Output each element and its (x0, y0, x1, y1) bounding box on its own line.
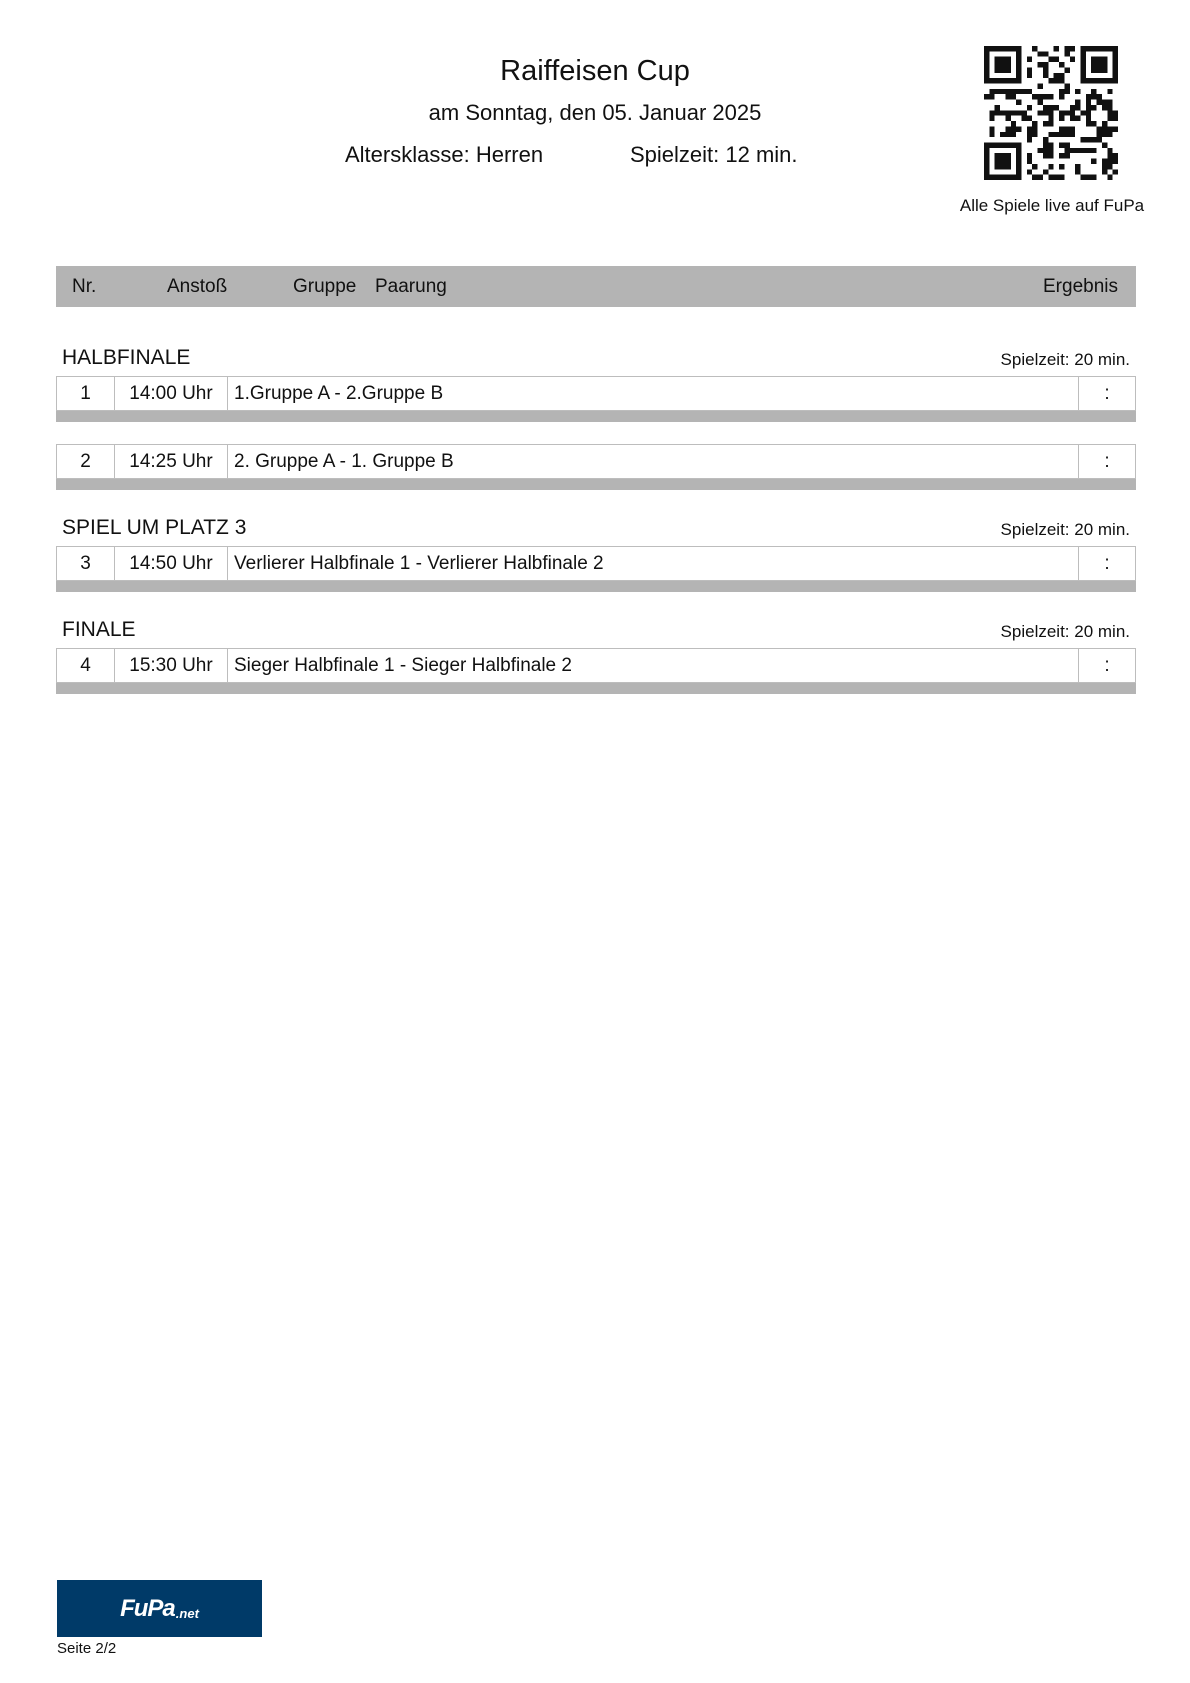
match-number: 2 (57, 445, 115, 478)
match-result: : (1104, 383, 1110, 404)
match-pairing: Verlierer Halbfinale 1 - Verlierer Halbfinale 2 (228, 547, 1079, 580)
match-row (56, 444, 1136, 479)
default-play-time: Spielzeit: 12 min. (630, 142, 798, 167)
row-divider (56, 581, 1136, 592)
row-divider (56, 683, 1136, 694)
column-header-group: Gruppe (293, 276, 357, 297)
logo-brand-text: FuPa (120, 1594, 175, 1622)
section-play-time: Spielzeit: 20 min. (1000, 350, 1130, 369)
table-header (56, 266, 1136, 307)
column-header-result: Ergebnis (1043, 276, 1118, 297)
section-play-time: Spielzeit: 20 min. (1000, 520, 1130, 539)
logo-suffix-text: .net (175, 1606, 199, 1621)
match-kickoff: 14:25 Uhr (115, 445, 228, 478)
match-number: 4 (57, 649, 115, 682)
match-kickoff: 14:00 Uhr (115, 377, 228, 410)
match-result: : (1104, 451, 1110, 472)
column-header-nr: Nr. (72, 276, 97, 297)
column-header-pairing: Paarung (375, 276, 447, 297)
row-divider (56, 479, 1136, 490)
match-number: 1 (57, 377, 115, 410)
match-kickoff: 14:50 Uhr (115, 547, 228, 580)
document-title: Raiffeisen Cup (500, 55, 690, 87)
match-result: : (1104, 655, 1110, 676)
match-row (56, 648, 1136, 683)
match-pairing: 1.Gruppe A - 2.Gruppe B (228, 377, 1079, 410)
page-number: Seite 2/2 (57, 1640, 117, 1657)
age-class: Altersklasse: Herren (345, 142, 544, 167)
section-play-time: Spielzeit: 20 min. (1000, 622, 1130, 641)
section-title-halbfinale: HALBFINALE (62, 346, 191, 369)
column-header-kickoff: Anstoß (167, 276, 228, 297)
match-row (56, 546, 1136, 581)
fupa-logo[interactable] (57, 1580, 262, 1637)
section-title-finale: FINALE (62, 618, 136, 641)
qr-code-icon[interactable] (984, 46, 1118, 180)
row-divider (56, 411, 1136, 422)
match-result: : (1104, 553, 1110, 574)
event-date: am Sonntag, den 05. Januar 2025 (428, 100, 762, 125)
match-pairing: 2. Gruppe A - 1. Gruppe B (228, 445, 1079, 478)
section-title-third-place: SPIEL UM PLATZ 3 (62, 516, 247, 539)
match-number: 3 (57, 547, 115, 580)
match-row (56, 376, 1136, 411)
match-pairing: Sieger Halbfinale 1 - Sieger Halbfinale 2 (228, 649, 1079, 682)
qr-caption: Alle Spiele live auf FuPa (959, 196, 1145, 215)
match-kickoff: 15:30 Uhr (115, 649, 228, 682)
